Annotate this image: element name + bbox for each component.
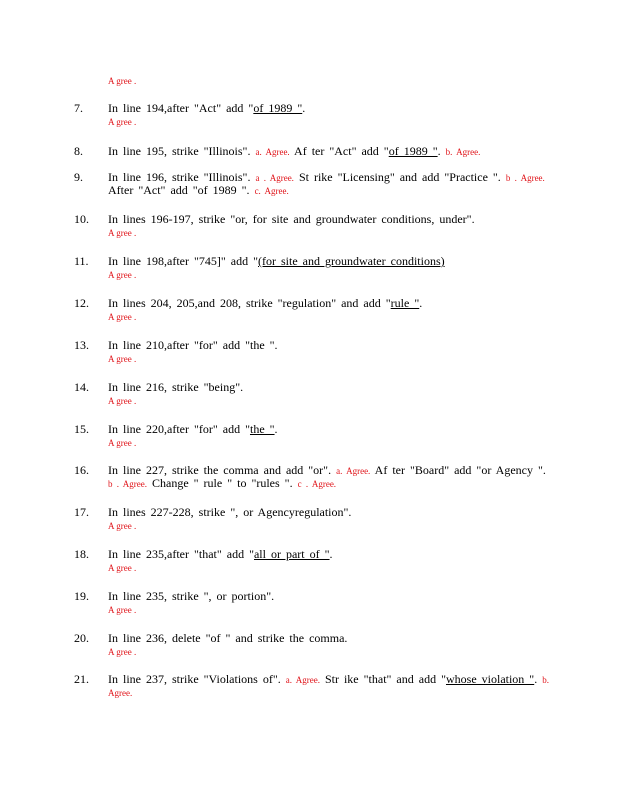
- item-text-line-1: [108, 145, 480, 159]
- agree-note: A gree .: [108, 605, 137, 615]
- agree-note: A gree .: [108, 354, 137, 364]
- instruction-text: In line 236, delete "of " and strike the comma.: [108, 631, 348, 645]
- instruction-text: In line 235, strike ", or portion".: [108, 589, 275, 603]
- item-number: 7.: [74, 101, 83, 115]
- item-number: 20.: [74, 631, 89, 645]
- agree-note: b . Agree.: [505, 173, 545, 183]
- item-text-line-1: [108, 381, 243, 394]
- instruction-text: .: [534, 672, 543, 686]
- item-text-line-1: [108, 339, 278, 352]
- agree-note: c. Agree.: [254, 186, 289, 196]
- instruction-text: .: [437, 144, 446, 158]
- item-number: 8.: [74, 144, 83, 158]
- inserted-text: all or part of ": [253, 547, 330, 561]
- instruction-text: In line 196, strike "Illinois".: [108, 170, 256, 184]
- instruction-text: In line 235,after "that" add ": [108, 547, 254, 561]
- item-text-line-1: [108, 423, 278, 436]
- item-text-line-1: [108, 673, 549, 687]
- agree-note-top: A gree .: [108, 76, 137, 86]
- agree-note: a . Agree.: [255, 173, 294, 183]
- item-number: 19.: [74, 589, 89, 603]
- item-text-line-2: [108, 477, 336, 491]
- inserted-text: of 1989 ": [388, 144, 438, 158]
- agree-note: A gree .: [108, 647, 137, 657]
- item-number: 14.: [74, 380, 89, 394]
- instruction-text: In lines 196-197, strike "or, for site and groundwater conditions, under".: [108, 212, 475, 226]
- instruction-text: In line 210,after "for" add "the ".: [108, 338, 278, 352]
- instruction-text: In line 198,after "745]" add ": [108, 254, 258, 268]
- item-number: 18.: [74, 547, 89, 561]
- item-text-line-1: [108, 213, 475, 226]
- item-number: 12.: [74, 296, 89, 310]
- instruction-text: Str ike "that" and add ": [319, 672, 446, 686]
- item-text-line-1: [108, 506, 351, 519]
- instruction-text: Change " rule " to "rules ".: [147, 476, 298, 490]
- instruction-text: In line 216, strike "being".: [108, 380, 244, 394]
- agree-note: A gree .: [108, 563, 137, 573]
- item-number: 21.: [74, 672, 89, 686]
- agree-note: A gree .: [108, 521, 137, 531]
- agree-note: A gree .: [108, 117, 137, 127]
- instruction-text: In lines 227-228, strike ", or Agencyregulation".: [108, 505, 352, 519]
- item-text-line-1: [108, 590, 274, 603]
- agree-note: A gree .: [108, 396, 137, 406]
- item-number: 11.: [74, 254, 89, 268]
- agree-note: b . Agree.: [108, 479, 147, 489]
- item-number: 15.: [74, 422, 89, 436]
- inserted-text: whose violation ": [445, 672, 535, 686]
- item-text-line-1: [108, 548, 333, 561]
- instruction-text: In line 194,after "Act" add ": [108, 101, 254, 115]
- inserted-text: (for site and groundwater conditions): [258, 254, 445, 268]
- agree-note: A gree .: [108, 312, 137, 322]
- item-text-line-1: [108, 255, 445, 268]
- inserted-text: of 1989 ": [253, 101, 303, 115]
- item-text-line-1: [108, 297, 422, 310]
- agree-note: A gree .: [108, 270, 137, 280]
- item-number: 16.: [74, 463, 89, 477]
- instruction-text: .: [302, 101, 306, 115]
- item-text-line-2: [108, 184, 289, 198]
- item-text-line-1: [108, 102, 305, 115]
- instruction-text: St rike "Licensing" and add "Practice ".: [293, 170, 506, 184]
- instruction-text: After "Act" add "of 1989 ".: [108, 183, 255, 197]
- inserted-text: rule ": [390, 296, 420, 310]
- item-number: 10.: [74, 212, 89, 226]
- instruction-text: Af ter "Board" add "or Agency ".: [370, 463, 546, 477]
- agree-note: A gree .: [108, 438, 137, 448]
- instruction-text: .: [274, 422, 278, 436]
- instruction-text: Af ter "Act" add ": [289, 144, 389, 158]
- instruction-text: In line 195, strike "Illinois".: [108, 144, 256, 158]
- agree-note: a. Agree.: [285, 675, 320, 685]
- agree-note: A gree .: [108, 228, 137, 238]
- instruction-text: .: [419, 296, 423, 310]
- item-number: 17.: [74, 505, 89, 519]
- item-text-line-1: [108, 632, 347, 645]
- item-number: 9.: [74, 170, 83, 184]
- agree-note: b.: [542, 675, 549, 685]
- agree-note: a. Agree.: [336, 466, 371, 476]
- instruction-text: In lines 204, 205,and 208, strike "regulation" and add ": [108, 296, 391, 310]
- agree-note: b. Agree.: [445, 147, 481, 157]
- instruction-text: .: [329, 547, 333, 561]
- instruction-text: In line 220,after "for" add ": [108, 422, 250, 436]
- agree-note: a. Agree.: [255, 147, 290, 157]
- instruction-text: In line 227, strike the comma and add "or".: [108, 463, 337, 477]
- inserted-text: the ": [249, 422, 275, 436]
- agree-note: Agree.: [108, 688, 133, 698]
- instruction-text: In line 237, strike "Violations of".: [108, 672, 286, 686]
- item-number: 13.: [74, 338, 89, 352]
- agree-note: c . Agree.: [297, 479, 337, 489]
